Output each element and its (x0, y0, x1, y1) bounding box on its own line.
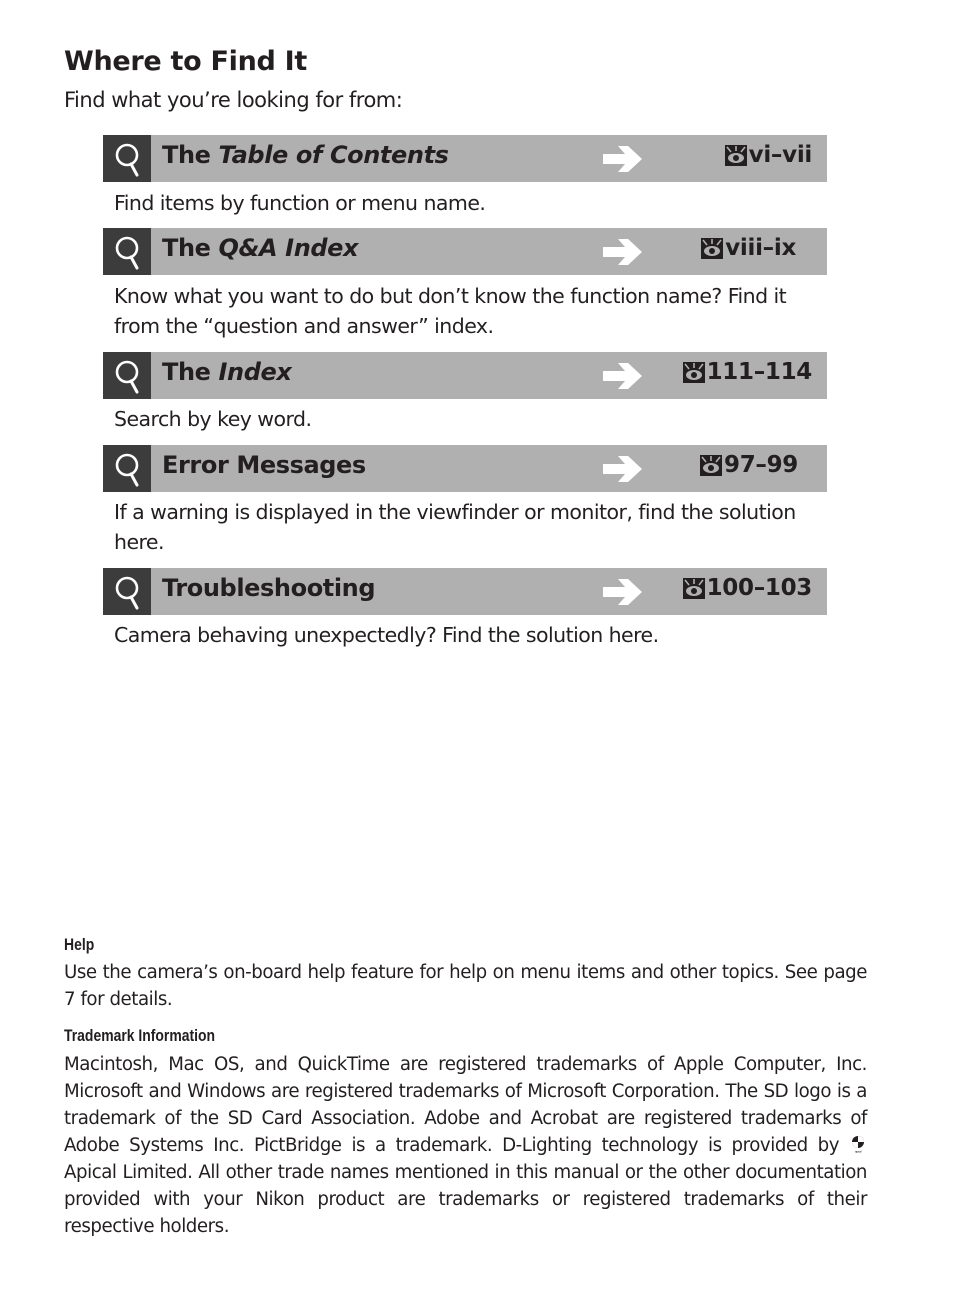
page-reference-icon (683, 362, 705, 383)
magnifier-icon (103, 445, 151, 492)
entry-table-of-contents[interactable] (103, 135, 827, 182)
page-reference-icon (701, 238, 723, 259)
entry-qa-index[interactable] (103, 228, 827, 275)
page-title: Where to Find It (64, 46, 307, 77)
svg-text:apical: apical (854, 1149, 862, 1153)
trademark-body: Macintosh, Mac OS, and QuickTime are registered trademarks of Apple Computer, Inc. Microsoft and Windows are registered trademarks of Microsoft Corporation. The SD logo is a trademark of the SD Card Association. Adobe and Acrobat are registered trademarks of Adobe Systems Inc. PictBridge is a trademark. D-Lighting technology is provided by apical Apical Limited. All other trade names mentioned in this manual or the other documentation provided with your Nikon product are trademarks or registered trademarks of their respective holders. (64, 1054, 867, 1237)
page-reference: 97–99 (700, 452, 798, 478)
entry-title: The Q&A Index (162, 234, 359, 262)
page-reference: 111–114 (683, 359, 812, 385)
entry-description: Camera behaving unexpectedly? Find the solution here. (114, 623, 659, 647)
magnifier-icon (103, 352, 151, 399)
arrow-right-icon (601, 360, 647, 392)
help-body: Use the camera’s on-board help feature for help on menu items and other topics. See page 7 for details. (64, 962, 867, 1010)
magnifier-icon (103, 135, 151, 182)
magnifier-icon (103, 228, 151, 275)
arrow-right-icon (601, 453, 647, 485)
entry-title: Error Messages (162, 451, 366, 479)
entry-title: The Index (162, 358, 292, 386)
page-reference: vi–vii (725, 142, 812, 168)
entry-title: Troubleshooting (162, 574, 376, 602)
entry-index[interactable] (103, 352, 827, 399)
page-reference-icon (700, 455, 722, 476)
page-reference: 100–103 (683, 575, 812, 601)
entry-troubleshooting[interactable] (103, 568, 827, 615)
entry-description: Know what you want to do but don’t know the function name? Find it from the “question and answer” index. (114, 284, 787, 338)
entry-description: If a warning is displayed in the viewfinder or monitor, find the solution here. (114, 500, 796, 554)
page-subtitle: Find what you’re looking for from: (64, 88, 403, 112)
page-reference: viii–ix (701, 235, 796, 261)
entry-description: Find items by function or menu name. (114, 191, 486, 215)
help-heading: Help (64, 935, 95, 954)
arrow-right-icon (601, 576, 647, 608)
arrow-right-icon (601, 143, 647, 175)
arrow-right-icon (601, 236, 647, 268)
entry-error-messages[interactable] (103, 445, 827, 492)
apical-logo-icon (849, 1135, 867, 1153)
page-reference-icon (725, 145, 747, 166)
entry-title: The Table of Contents (162, 141, 449, 169)
page-reference-icon (683, 578, 705, 599)
entry-description: Search by key word. (114, 407, 312, 431)
trademark-heading: Trademark Information (64, 1026, 216, 1045)
magnifier-icon (103, 568, 151, 615)
